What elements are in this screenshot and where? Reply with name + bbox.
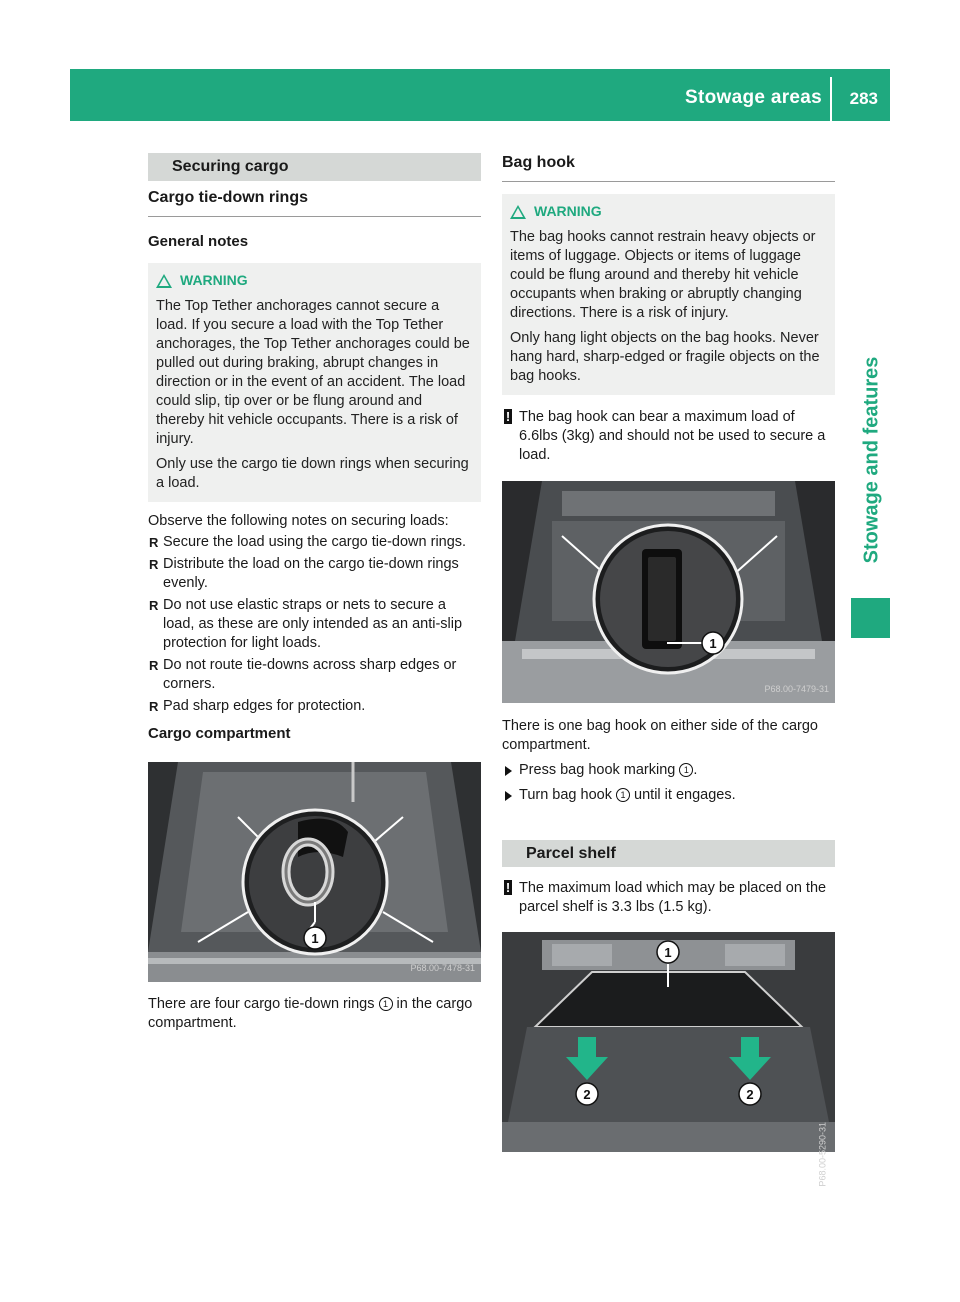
- warning-box: [502, 194, 835, 395]
- securing-notes-list: [148, 533, 481, 716]
- figure-callout-number: 2: [746, 1087, 754, 1102]
- warning-label: WARNING: [180, 272, 248, 288]
- figure-parcel-shelf: [502, 932, 835, 1187]
- list-item: R Secure the load using the cargo tie-down rings.: [148, 533, 481, 552]
- step-text-end: until it engages.: [634, 787, 736, 803]
- warning-box: [148, 263, 481, 502]
- callout-1-icon: 1: [616, 788, 630, 802]
- figure-callout-number: 2: [583, 1087, 591, 1102]
- figure-cargo-tie-down-ring: [148, 762, 481, 982]
- step-text: Press bag hook marking: [519, 762, 676, 778]
- warning-instruction: Only use the cargo tie down rings when securing a load.: [156, 456, 469, 491]
- figure-callout-number: 1: [709, 636, 717, 651]
- warning-label: WARNING: [534, 203, 602, 219]
- callout-1-icon: 1: [679, 763, 693, 777]
- right-column: [502, 153, 835, 1187]
- bag-hook-illustration: [502, 481, 835, 703]
- caption-text: There are four cargo tie-down rings: [148, 996, 375, 1012]
- bag-hook-steps: [502, 761, 835, 805]
- step-item: [502, 761, 835, 780]
- warning-instruction: Only hang light objects on the bag hooks. Never hang hard, sharp-edged or fragile objects on the bag hooks.: [510, 330, 820, 384]
- callout-1-icon: 1: [379, 997, 393, 1011]
- warning-text: The Top Tether anchorages cannot secure a load. If you secure a load with the Top Tether anchorages, the Top Tether anchorages could be pulled out during braking, abrupt changes in direction or in the event of an accident. The load could slip, tip over or be flung around and thereby hit vehicle occupants. There is a risk of injury.: [156, 298, 470, 447]
- figure-callout-number: 1: [664, 945, 672, 960]
- step-text-end: .: [693, 762, 698, 778]
- warning-text: The bag hooks cannot restrain heavy objects or items of luggage. Objects or items of luggage could be flung around and thereby hit vehicle occupants when braking or abruptly changing directions. There is a risk of injury.: [510, 229, 816, 321]
- heading-bag-hook: Bag hook: [502, 153, 835, 182]
- figure-code: P68.00-5290-31: [818, 1122, 828, 1187]
- note-parcel-shelf-load: [502, 879, 835, 917]
- step-text: Turn bag hook: [519, 787, 612, 803]
- heading-cargo-tie-down-rings: Cargo tie-down rings: [148, 181, 481, 217]
- figure-bag-hook: [502, 481, 835, 703]
- side-tab-marker: [851, 598, 890, 638]
- exclamation-note-icon: !: [505, 880, 511, 895]
- list-item: R Distribute the load on the cargo tie-down rings evenly.: [148, 555, 481, 593]
- bag-hook-description: There is one bag hook on either side of the cargo compartment.: [502, 718, 818, 753]
- parcel-shelf-illustration: [502, 932, 835, 1152]
- list-item: R Pad sharp edges for protection.: [148, 697, 481, 716]
- warning-header: [510, 202, 827, 221]
- section-banner-securing-cargo: Securing cargo: [148, 153, 481, 181]
- header-divider: [830, 77, 832, 121]
- warning-triangle-icon: [510, 205, 526, 219]
- cargo-caption: [148, 995, 481, 1033]
- figure-code: P68.00-7479-31: [764, 684, 829, 694]
- section-banner-parcel-shelf: Parcel shelf: [502, 840, 835, 867]
- list-item: R Do not use elastic straps or nets to secure a load, as these are only intended as an anti-slip protection for light loads.: [148, 596, 481, 653]
- note-bag-hook-load: [502, 408, 835, 465]
- cargo-compartment-illustration: [148, 762, 481, 982]
- side-tab: [857, 340, 887, 580]
- left-column: [148, 153, 481, 1033]
- step-item: [502, 786, 835, 805]
- caption-text-end: in the cargo compartment.: [148, 996, 473, 1031]
- list-item: R Do not route tie-downs across sharp edges or corners.: [148, 656, 481, 694]
- header-title: Stowage areas: [685, 87, 822, 108]
- note-text: The maximum load which may be placed on the parcel shelf is 3.3 lbs (1.5 kg).: [519, 880, 827, 915]
- heading-cargo-compartment: Cargo compartment: [148, 725, 291, 742]
- exclamation-note-icon: !: [505, 409, 511, 424]
- securing-intro: Observe the following notes on securing loads:: [148, 513, 449, 529]
- page-number: 283: [849, 89, 878, 108]
- warning-header: [156, 271, 473, 290]
- figure-callout-number: 1: [311, 931, 319, 946]
- page-header: [70, 69, 890, 121]
- subheading-general-notes: General notes: [148, 233, 249, 250]
- figure-code: P68.00-7478-31: [410, 963, 475, 973]
- warning-triangle-icon: [156, 274, 172, 288]
- side-tab-label: Stowage and features: [860, 356, 883, 564]
- note-text: The bag hook can bear a maximum load of 6.6lbs (3kg) and should not be used to secure a load.: [519, 409, 826, 463]
